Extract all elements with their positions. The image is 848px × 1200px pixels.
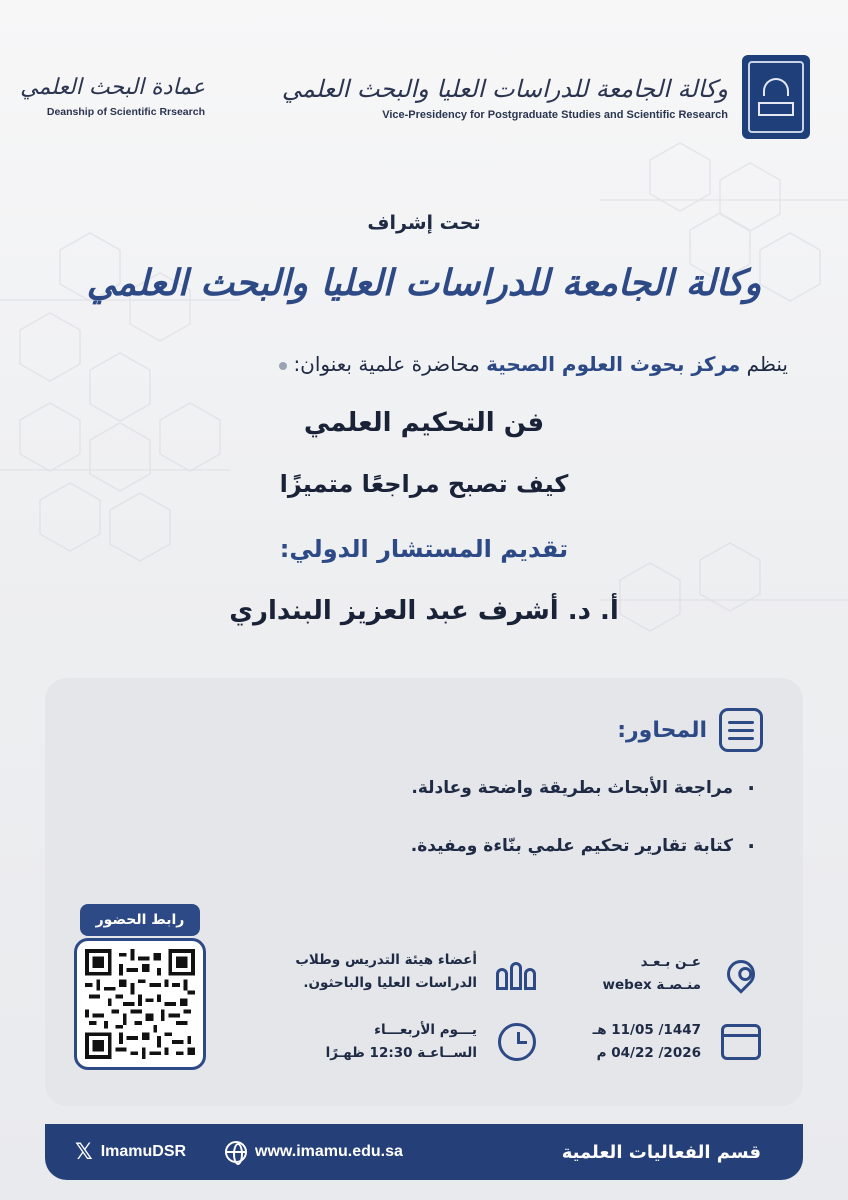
audience-line1: أعضاء هيئة التدريس وطلاب — [295, 952, 477, 969]
presenter-name: أ. د. أشرف عبد العزيز البنداري — [229, 596, 619, 626]
x-account[interactable] — [75, 1140, 186, 1165]
lecture-title: فن التحكيم العلمي — [303, 408, 545, 438]
clock-icon — [498, 1023, 536, 1061]
audience-icon — [496, 954, 538, 990]
globe-icon — [225, 1141, 247, 1163]
audience-line2: الدراسات العليا والباحثون. — [303, 975, 477, 991]
axes-item: · مراجعة الأبحاث بطريقة واضحة وعادلة. — [155, 778, 755, 798]
organizes-prefix: ينظم — [746, 352, 788, 376]
deanship-logo — [20, 75, 205, 118]
flask-icon — [279, 362, 287, 370]
mode-line1: عـن بـعـد — [640, 954, 701, 971]
mode-info — [603, 950, 767, 998]
location-pin-icon — [721, 954, 761, 994]
calendar-icon — [721, 1024, 761, 1060]
time-info — [326, 1018, 543, 1066]
organizer-line — [271, 352, 788, 376]
lecture-subtitle: كيف تصبح مراجعًا متميزًا — [279, 470, 569, 498]
organizer-name: مركز بحوث العلوم الصحية — [486, 352, 741, 376]
axes-heading — [617, 708, 763, 752]
website-url: www.imamu.edu.sa — [255, 1143, 403, 1160]
axes-item: · كتابة تقارير تحكيم علمي بنّاءة ومفيدة. — [155, 836, 755, 856]
deanship-name-en: Deanship of Scientific Rrsearch — [46, 106, 205, 118]
vice-presidency-name-ar: وكالة الجامعة للدراسات العليا والبحث العلمي — [281, 75, 728, 103]
footer-bar — [45, 1124, 803, 1180]
axes-list — [155, 778, 755, 894]
date-hijri: 1447/ 11/05 هـ — [592, 1022, 701, 1039]
vice-presidency-logo — [281, 75, 728, 121]
mode-line2: منـصـة webex — [602, 977, 701, 993]
x-handle: ImamuDSR — [100, 1143, 187, 1160]
organizes-suffix: محاضرة علمية بعنوان: — [293, 352, 480, 376]
attendance-qr-code[interactable] — [74, 938, 206, 1070]
website-link[interactable] — [225, 1141, 403, 1163]
header — [0, 45, 848, 145]
presented-by-label: تقديم المستشار الدولي: — [279, 535, 569, 563]
qr-code-icon — [85, 949, 195, 1059]
deanship-name-ar: عمادة البحث العلمي — [20, 75, 205, 100]
day-label: يـــوم الأربعـــاء — [374, 1022, 477, 1039]
axes-label: المحاور: — [617, 717, 707, 743]
supervision-label: تحت إشراف — [367, 212, 481, 234]
date-gregorian: 2026/ 04/22 م — [596, 1045, 701, 1061]
vice-presidency-calligraphy: وكالة الجامعة للدراسات العليا والبحث العلمي — [86, 262, 762, 304]
x-logo-icon: 𝕏 — [75, 1139, 93, 1165]
vice-presidency-name-en: Vice-Presidency for Postgraduate Studies and Scientific Research — [382, 109, 728, 121]
department-name: قسم الفعاليات العلمية — [561, 1141, 761, 1163]
checklist-icon — [719, 708, 763, 752]
audience-info — [295, 948, 543, 996]
date-info — [593, 1018, 767, 1066]
time-label: الســاعـة 12:30 ظهـرًا — [325, 1045, 477, 1061]
university-seal-logo — [742, 55, 810, 139]
attendance-link-label: رابط الحضور — [80, 904, 200, 936]
